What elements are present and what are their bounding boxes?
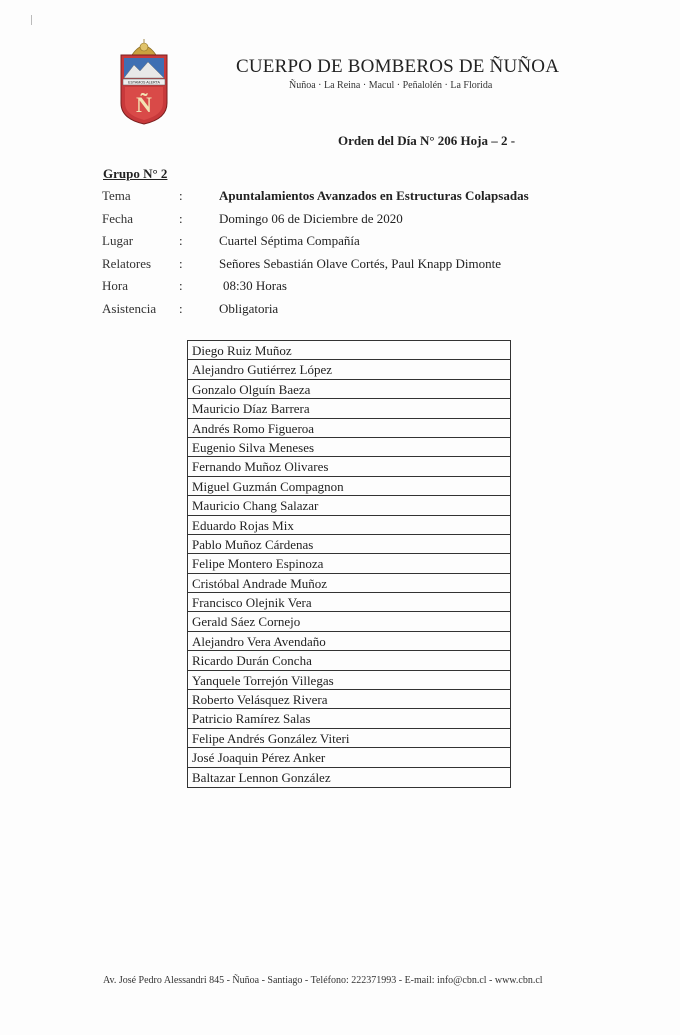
organization-communes: Ñuñoa · La Reina · Macul · Peñalolén · La Florida: [289, 80, 493, 91]
participants-table: [187, 340, 511, 786]
participant-row: Gonzalo Olguín Baeza: [188, 380, 510, 399]
tema-label: Tema: [102, 188, 131, 203]
participant-row: Mauricio Chang Salazar: [188, 496, 510, 515]
participant-row: Mauricio Díaz Barrera: [188, 399, 510, 418]
participant-row: Roberto Velásquez Rivera: [188, 690, 510, 709]
lugar-label: Lugar: [102, 233, 134, 249]
tema-value: Apuntalamientos Avanzados en Estructuras Colapsadas: [219, 188, 529, 203]
participant-row: Patricio Ramírez Salas: [188, 709, 510, 728]
relatores-value: Señores Sebastián Olave Cortés, Paul Knapp Dimonte: [219, 255, 501, 271]
relatores-label: Relatores: [102, 255, 152, 271]
table-border-left: [187, 770, 188, 788]
fecha-value: Domingo 06 de Diciembre de 2020: [219, 210, 403, 226]
participant-row: Eugenio Silva Meneses: [188, 438, 510, 457]
organization-title: CUERPO DE BOMBEROS DE ÑUÑOA: [236, 56, 560, 77]
scan-mark: [31, 15, 32, 25]
table-border-right: [510, 770, 511, 788]
colon: :: [179, 233, 183, 249]
asistencia-label: Asistencia: [102, 300, 157, 316]
colon: :: [179, 278, 183, 294]
participant-row: Pablo Muñoz Cárdenas: [188, 535, 510, 554]
colon: :: [179, 210, 183, 226]
hora-value: 08:30 Horas: [223, 278, 287, 294]
svg-text:ESTAMOS ALERTA: ESTAMOS ALERTA: [128, 80, 160, 85]
participant-row: Eduardo Rojas Mix: [188, 516, 510, 535]
participant-row: Cristóbal Andrade Muñoz: [188, 574, 510, 593]
participant-row: José Joaquin Pérez Anker: [188, 748, 510, 767]
participant-row: Felipe Montero Espinoza: [188, 554, 510, 573]
participant-row: Alejandro Gutiérrez López: [188, 360, 510, 379]
asistencia-value: Obligatoria: [219, 300, 279, 316]
colon: :: [179, 255, 183, 271]
participant-row: Francisco Olejnik Vera: [188, 593, 510, 612]
svg-text:Ñ: Ñ: [136, 92, 152, 117]
footer-address: Av. José Pedro Alessandri 845 - Ñuñoa - Santiago - Teléfono: 222371993 - E-mail: info@cbn.cl - www.cbn.cl: [103, 975, 543, 986]
participant-row: Andrés Romo Figueroa: [188, 419, 510, 438]
participant-row: Alejandro Vera Avendaño: [188, 632, 510, 651]
participant-row: Felipe Andrés González Viteri: [188, 729, 510, 748]
participant-row: Yanquele Torrejón Villegas: [188, 671, 510, 690]
participant-row: Baltazar Lennon González: [192, 769, 331, 785]
hora-label: Hora: [102, 278, 128, 294]
fire-department-crest: [118, 37, 170, 125]
colon: :: [179, 300, 183, 316]
lugar-value: Cuartel Séptima Compañía: [219, 233, 360, 249]
fecha-label: Fecha: [102, 210, 134, 226]
colon: :: [179, 188, 183, 203]
participant-row: Ricardo Durán Concha: [188, 651, 510, 670]
participant-row: Diego Ruiz Muñoz: [188, 341, 510, 360]
participant-row: Miguel Guzmán Compagnon: [188, 477, 510, 496]
participant-row: Gerald Sáez Cornejo: [188, 612, 510, 631]
participant-row: Fernando Muñoz Olivares: [188, 457, 510, 476]
order-of-the-day-heading: Orden del Día N° 206 Hoja – 2 -: [338, 133, 516, 148]
group-title: Grupo N° 2: [103, 166, 168, 181]
table-border-bottom: [187, 787, 511, 788]
